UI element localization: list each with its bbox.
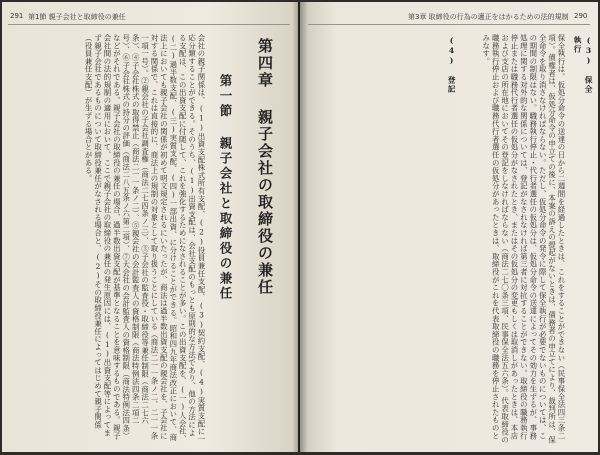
section-title: 第一節 親子会社と取締役の兼任	[218, 74, 233, 302]
body-text: 保全執行は、仮処分命令の送達の日から二週間を経過したときは、これをすることができない（民事保全法四三条二項）。債権者は、仮処分命令の申立ての後に、本案の訴えの提起がないときは、債務者の申立てにより、裁判所は、保全命令を取り消さなければならない。ただし、仮処分命令の発令に際して保全執行が必要でないものについては、この期間の制限はない。職務執行停止・代行者選任の仮処分は、仮処分命令の送達によってその効力を生ずるが、事務処理に関する対外的な関係については、登記がなされなければ第三者に対抗することができない。取締役の職務執行停止または職務代行者選任の仮処分がなされたとき、またはその仮処分の変更もしくは取消しがあったときは、本店および支店の所在地においてその登記をしなければならない（商法二七〇条三項、民事保全法五六条）。代表取締役の職務執行停止および職務代行者選任の仮処分があったときは、取締役がこれを代表取締役の職務を停止されたものとみなす。	[481, 34, 566, 444]
subhead-preservation: (3) 保全執行	[573, 36, 593, 94]
page-number: 290	[574, 12, 588, 20]
header-rule	[8, 24, 290, 25]
page-number: 291	[10, 12, 24, 20]
header-rule	[308, 24, 590, 25]
running-head: 第3章 取締役の行為の適正をはかるための法的規制	[408, 13, 569, 21]
right-page	[300, 2, 598, 452]
left-page	[2, 2, 298, 452]
body-text: 会社の親子関係は、(1)出資支配株式所有支配、(2)役員兼任支配、(3)契約支配、(4)実質支配に一応分類することができる。そのうち、(1)出資支配は、会社支配のもっとも原則的な方法であり、他の方法による支配は、この出資支配に付随して、これを強化するためになされることが多い。この出資支配を、(一)人会社、(二)過半数支配、(三)実質支配、(四)一部出資、に分けることができる。昭和四九年商法改正において、商法上においても親子会社の関係が初めて明文規定されるにいたったが、商法は過半数出資支配の親会社を、子会社に対する関係で、これは直接的に、商法上の規制の対象として取り扱うことにしている（商法二一一条ノ二、二一一条一項一号）。②親会社の子会社調査権（商法二七四条ノ三）、③子会社の監査役・取締役等兼任制限（商法二七六条）、④子会社株式の取得禁止（商法二一一条ノ二）、⑤親会社の会計監査人の資格制限（商法特例法四条二項二号）、⑥子会社株式の持分の評価（商法二八五条ノ六第二項）、⑦大会社の会計監査人の資格制限（商法特例法四条）などがそれである。親子会社の取締役の兼任の場合、過半数出資支配が基準となることを意味するものである。親子会社間の法的規制の適用において、ここで親子会社の取締役の兼任の発生原因には、(1)出資支配等によってまず親子会社であるものについて取締役兼任がなされる場合と、(2)その取締役兼任によってはじめて親子関係（役員兼任支配）が生ずる場合とがある。	[84, 34, 206, 444]
chapter-title: 第四章 親子会社の取締役の兼任	[256, 38, 274, 296]
running-head: 第1節 親子会社と取締役の兼任	[28, 13, 126, 21]
subhead-registration: (4) 登記	[447, 36, 456, 94]
